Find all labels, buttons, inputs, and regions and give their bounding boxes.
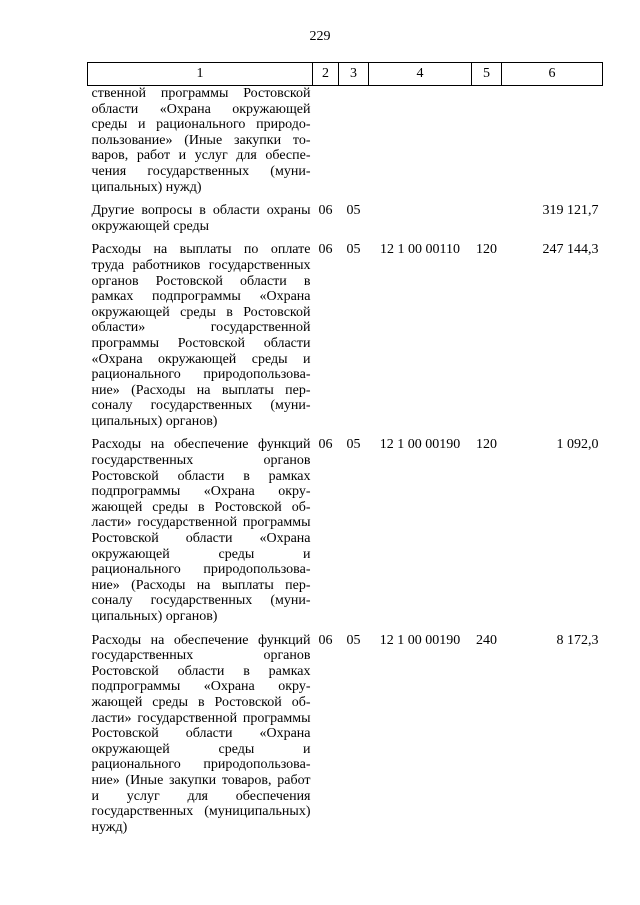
header-col-3: 3 — [339, 63, 369, 86]
row-subsection: 05 — [346, 632, 361, 648]
header-col-2: 2 — [313, 63, 339, 86]
row-section — [313, 86, 339, 196]
row-amount — [502, 86, 603, 196]
row-subsection — [339, 86, 369, 196]
row-description: Расходы на обеспечение функций государственных органов Ростовской области в рамках подпрограммы «Охрана окружающей среды в Ростовской области» государственной программы Ростовской области «Охрана окружающей среды и рационального природопользование» (Расходы на выплаты персоналу государственных (муниципальных) органов) — [91, 437, 311, 624]
row-section: 06 — [318, 632, 333, 648]
header-col-4: 4 — [369, 63, 472, 86]
row-amount: 8 172,3 — [556, 632, 599, 648]
table-header-row — [88, 63, 603, 86]
row-expense-type: 120 — [476, 437, 497, 453]
row-description: Расходы на обеспечение функций государственных органов Ростовской области в рамках подпрограммы «Охрана окружающей среды в Ростовской области» государственной программы Ростовской области «Охрана окружающей среды и рационального природопользование» (Иные закупки товаров, работ и услуг для обеспечения государственных (муниципальных) нужд) — [91, 632, 311, 835]
row-description: Другие вопросы в области охраны окружающей среды — [91, 203, 311, 234]
row-expense-type — [472, 195, 502, 234]
header-col-5: 5 — [472, 63, 502, 86]
table-row — [88, 195, 603, 234]
budget-table — [87, 62, 603, 835]
table-row — [88, 86, 603, 196]
row-amount: 247 144,3 — [542, 242, 599, 258]
row-expense-type: 240 — [476, 632, 497, 648]
row-amount: 1 092,0 — [556, 437, 599, 453]
budget-table-container — [87, 62, 602, 835]
table-row — [88, 429, 603, 624]
row-target-article: 12 1 00 00190 — [379, 437, 461, 453]
row-expense-type — [472, 86, 502, 196]
page-number: 229 — [309, 29, 331, 44]
row-target-article: 12 1 00 00110 — [380, 242, 460, 258]
row-target-article: 12 1 00 00190 — [379, 632, 461, 648]
row-subsection: 05 — [346, 203, 361, 219]
row-amount: 319 121,7 — [542, 203, 599, 219]
row-section: 06 — [318, 242, 333, 258]
table-row — [88, 234, 603, 429]
header-col-1: 1 — [88, 63, 313, 86]
row-expense-type: 120 — [476, 242, 497, 258]
row-section: 06 — [318, 437, 333, 453]
row-description: ственной программы Ростовской области «Охрана окружающей среды и рационального природопользование» (Иные закупки товаров, работ и услуг для обеспечения государственных (муниципальных) нужд) — [91, 86, 311, 195]
header-col-6: 6 — [502, 63, 603, 86]
row-target-article — [369, 195, 472, 234]
row-description: Расходы на выплаты по оплате труда работников государственных органов Ростовской области в рамках подпрограммы «Охрана окружающей среды в Ростовской области» государственной программы Ростовской области «Охрана окружающей среды и рационального природопользование» (Расходы на выплаты персоналу государственных (муниципальных) органов) — [91, 242, 311, 429]
table-row — [88, 625, 603, 836]
row-section: 06 — [318, 203, 333, 219]
row-subsection: 05 — [346, 437, 361, 453]
row-target-article — [369, 86, 472, 196]
row-subsection: 05 — [346, 242, 361, 258]
